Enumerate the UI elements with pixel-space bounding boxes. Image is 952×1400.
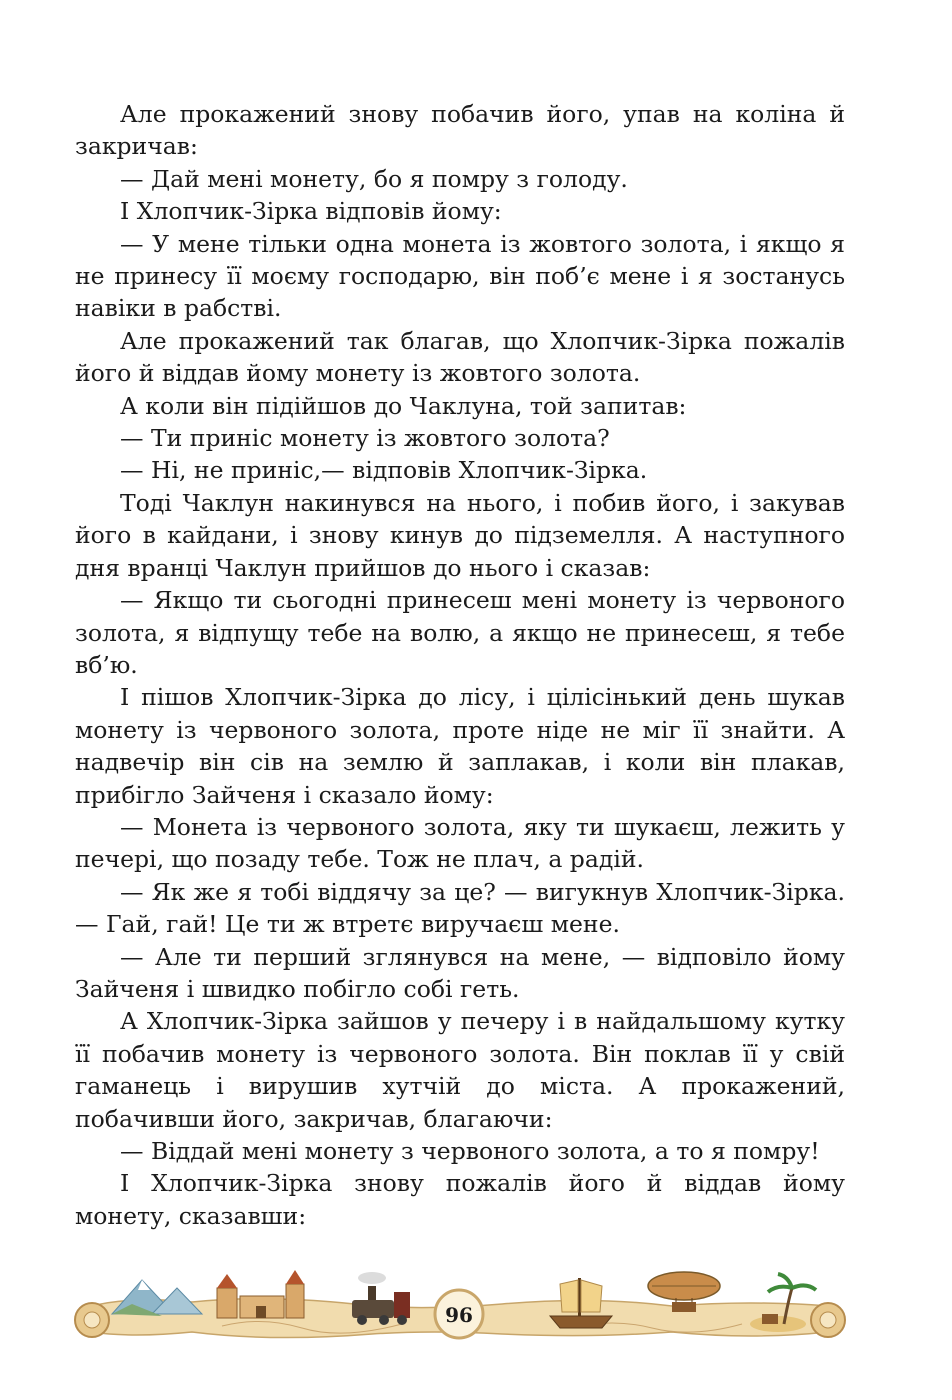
paragraph: — Монета із червоного золота, яку ти шукаєш, лежить у печері, що позаду тебе. Тож не плач, а радій. [75,812,845,874]
paragraph: — Віддай мені монету з червоного золота, а то я помру! [120,1137,820,1165]
paragraph: — Дай мені монету, бо я помру з голоду. [120,164,628,193]
paragraph: І Хлопчик-Зірка знову пожалів його й віддав йому монету, сказавши: [75,1169,845,1230]
paragraph: — Ти приніс монету із жовтого золота? [120,424,610,453]
footer-banner [72,1266,848,1356]
paragraph: — У мене тільки одна монета із жовтого золота, і якщо я не принесу її моєму господарю, він поб’є мене і я зостанусь навіки в рабстві. [75,229,845,323]
train-icon [352,1272,410,1325]
paragraph: Тоді Чаклун накинувся на нього, і побив його, і закував його в кайдани, і знову кинув до підземелля. А наступного дня вранці Чаклун прийшов до нього і сказав: [75,488,845,582]
paragraph: — Ні, не приніс,— відповів Хлопчик-Зірка. [120,456,648,485]
paragraph: — Але ти перший зглянувся на мене, — відповіло йому Зайченя і швидко побігло собі геть. [75,942,845,1003]
paragraph: Але прокажений знову побачив його, упав на коліна й закричав: [75,100,845,161]
mountains-icon [112,1280,202,1316]
page-text [75,98,845,1232]
paragraph: А коли він підійшов до Чаклуна, той запитав: [120,391,687,420]
paragraph: А Хлопчик-Зірка зайшов у печеру і в найдальшому кутку її побачив монету із червоного золота. Він поклав її у свій гаманець і вирушив хутчій до міста. А прокажений, побачивши його, закричав, благаючи: [75,1007,845,1133]
paragraph: Але прокажений так благав, що Хлопчик-Зірка пожалів його й віддав йому монету із жовтого золота. [75,326,845,388]
paragraph: І Хлопчик-Зірка відповів йому: [120,197,502,226]
castle-icon [217,1270,304,1318]
paragraph: — Якщо ти сьогодні принесеш мені монету із червоного золота, я відпущу тебе на волю, а якщо не принесеш, я тебе вб’ю. [75,586,845,679]
paragraph: — Як же я тобі віддячу за це? — вигукнув Хлопчик-Зірка. — Гай, гай! Це ти ж втретє виручаєш мене. [75,877,845,939]
paragraph: І пішов Хлопчик-Зірка до лісу, і цілісінький день шукав монету із червоного золота, проте ніде не міг її знайти. А надвечір він сів на землю й заплакав, і коли він плакав, прибігло Зайченя і сказало йому: [75,683,845,809]
page-number: 96 [445,1303,473,1327]
